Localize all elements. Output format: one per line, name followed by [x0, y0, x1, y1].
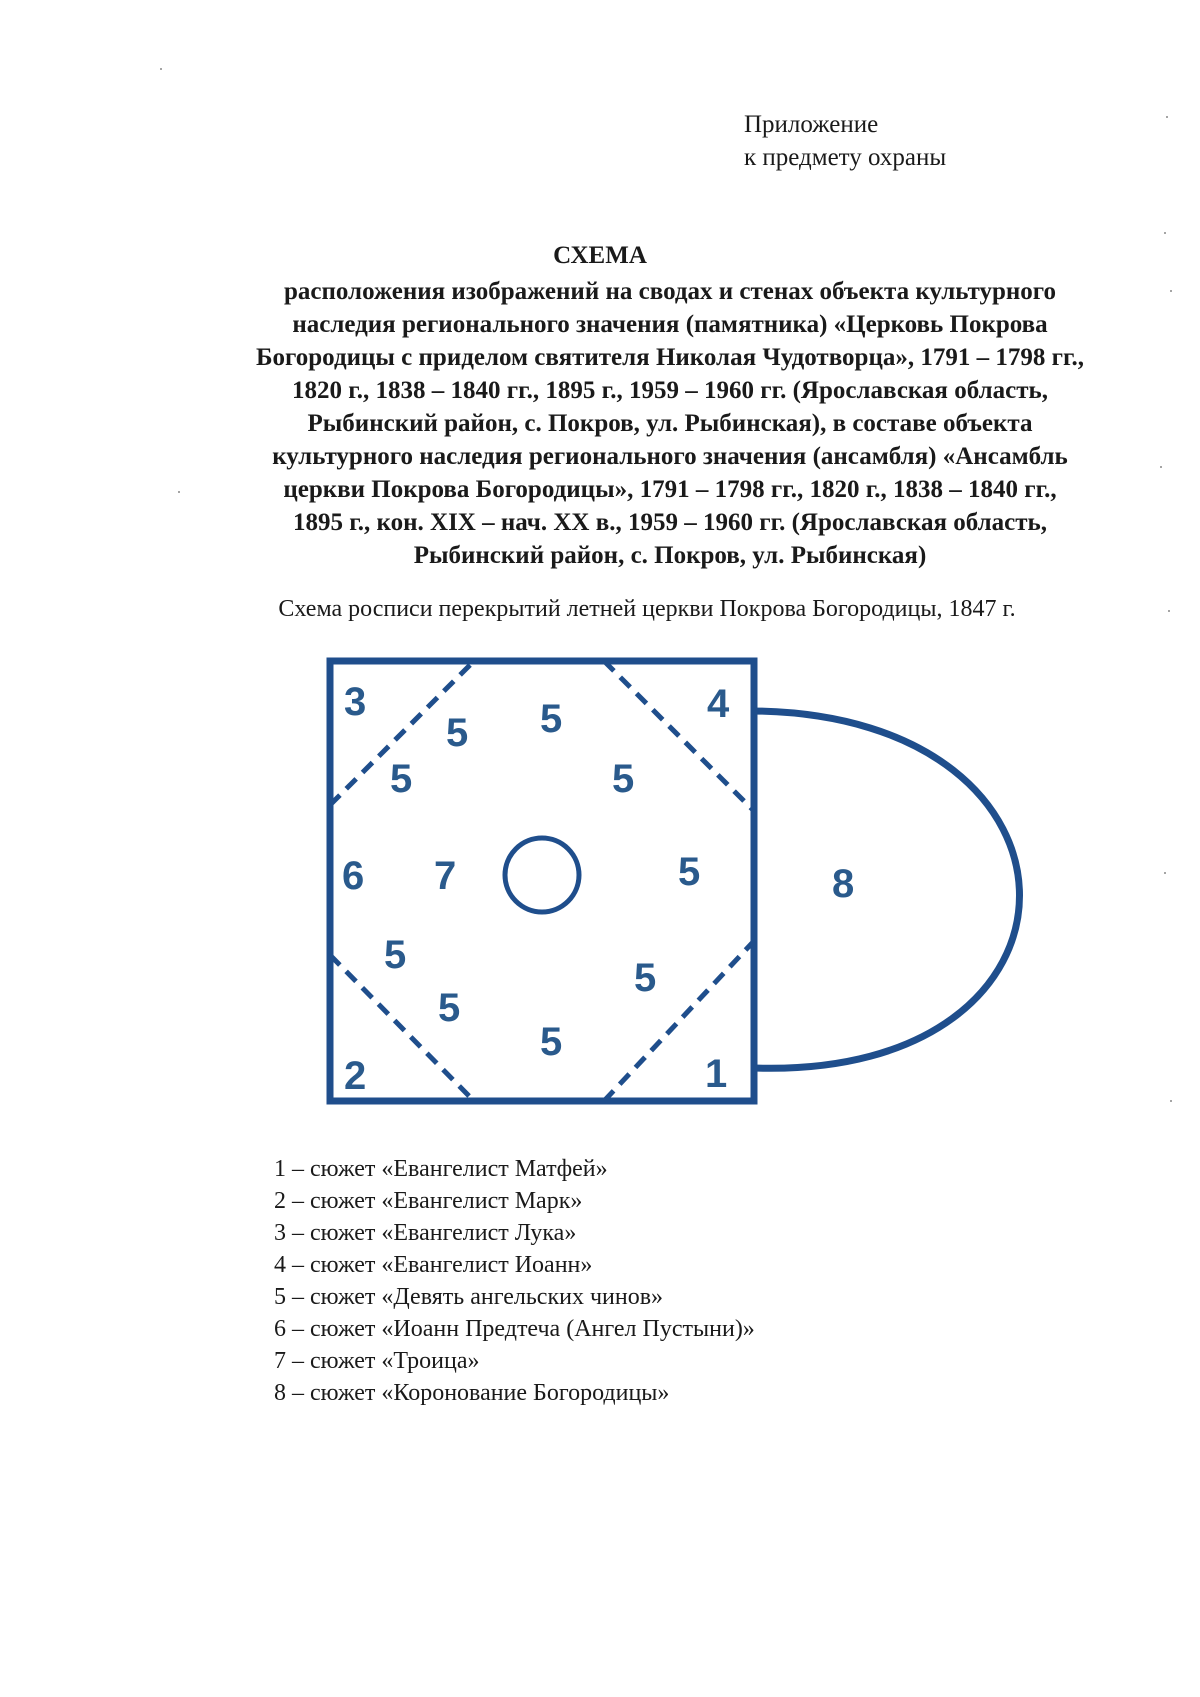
label-5: 5	[446, 711, 469, 755]
label-5: 5	[612, 757, 635, 801]
label-6: 6	[342, 854, 365, 898]
label-1: 1	[705, 1052, 728, 1096]
appendix-note	[744, 108, 946, 174]
legend-item: 4 – сюжет «Евангелист Иоанн»	[274, 1252, 593, 1278]
scan-speck	[1170, 1100, 1172, 1102]
subtitle-line: Богородицы с приделом святителя Николая Чудотворца», 1791 – 1798 гг.,	[256, 344, 1084, 371]
scan-speck	[1164, 872, 1166, 874]
scheme-caption: Схема росписи перекрытий летней церкви Покрова Богородицы, 1847 г.	[278, 596, 1016, 622]
scan-speck	[1164, 232, 1166, 234]
diagonal-bottom-right	[604, 941, 754, 1101]
label-5: 5	[438, 986, 461, 1030]
legend-item: 6 – сюжет «Иоанн Предтеча (Ангел Пустыни)»	[274, 1316, 755, 1342]
legend-item: 3 – сюжет «Евангелист Лука»	[274, 1220, 577, 1246]
scan-speck	[160, 68, 162, 70]
label-5: 5	[634, 956, 657, 1000]
label-2: 2	[344, 1054, 367, 1098]
scan-speck	[1160, 466, 1162, 468]
subtitle-line: наследия регионального значения (памятника) «Церковь Покрова	[292, 311, 1048, 338]
ceiling-scheme-diagram	[318, 655, 1038, 1135]
subtitle-line: Рыбинский район, с. Покров, ул. Рыбинская)	[413, 542, 927, 569]
legend-item: 5 – сюжет «Девять ангельских чинов»	[274, 1284, 664, 1310]
subtitle-line: культурного наследия регионального значения (ансамбля) «Ансамбль	[272, 443, 1068, 470]
central-circle	[505, 838, 579, 912]
label-7: 7	[434, 854, 457, 898]
label-5: 5	[384, 933, 407, 977]
appendix-line-1: Приложение	[744, 111, 879, 138]
apse-semicircle	[754, 711, 1020, 1068]
label-5: 5	[540, 697, 563, 741]
subtitle-line: 1820 г., 1838 – 1840 гг., 1895 г., 1959 – 1960 гг. (Ярославская область,	[292, 377, 1048, 404]
document-subtitle	[190, 275, 1150, 572]
legend-item: 1 – сюжет «Евангелист Матфей»	[274, 1156, 608, 1182]
scan-speck	[1166, 116, 1168, 118]
legend-item: 7 – сюжет «Троица»	[274, 1348, 480, 1374]
legend	[274, 1153, 755, 1409]
label-5: 5	[390, 757, 413, 801]
scan-speck	[178, 491, 180, 493]
label-8: 8	[832, 862, 855, 906]
legend-item: 2 – сюжет «Евангелист Марк»	[274, 1188, 583, 1214]
scan-speck	[1168, 610, 1170, 612]
label-5: 5	[678, 850, 701, 894]
subtitle-line: церкви Покрова Богородицы», 1791 – 1798 гг., 1820 г., 1838 – 1840 гг.,	[283, 476, 1057, 503]
appendix-line-2: к предмету охраны	[744, 144, 947, 171]
label-5: 5	[540, 1020, 563, 1064]
subtitle-line: Рыбинский район, с. Покров, ул. Рыбинская), в составе объекта	[307, 410, 1033, 437]
label-4: 4	[707, 682, 730, 726]
subtitle-line: расположения изображений на сводах и стенах объекта культурного	[283, 278, 1057, 305]
document-title: СХЕМА	[553, 242, 647, 269]
subtitle-line: 1895 г., кон. XIX – нач. XX в., 1959 – 1960 гг. (Ярославская область,	[293, 509, 1047, 536]
label-3: 3	[344, 680, 367, 724]
legend-item: 8 – сюжет «Коронование Богородицы»	[274, 1380, 670, 1406]
scan-speck	[1170, 290, 1172, 292]
